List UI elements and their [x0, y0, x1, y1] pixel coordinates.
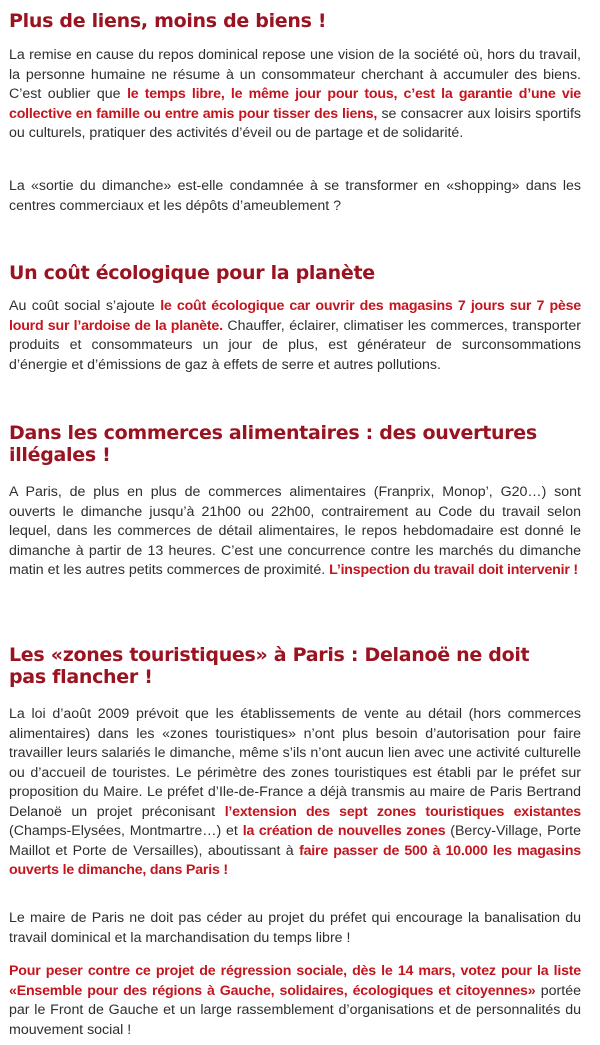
body-text: (Bercy-Village, Porte Maillot et Porte de Versailles), aboutissant à [9, 823, 581, 859]
highlighted-text: Pour peser contre ce projet de régression sociale, dès le 14 mars, votez pour la liste «Ensemble pour des régions à Gauche, solidaires, écologiques et citoyennes» [9, 963, 581, 999]
highlighted-text: l’extension des sept zones touristiques existantes [224, 803, 581, 820]
section-paragraph [9, 46, 581, 144]
body-text: La «sortie du dimanche» est-elle condamnée à se transformer en «shopping» dans les centres commerciaux et les dépôts d’ameublement ? [9, 178, 581, 214]
section-paragraph [9, 705, 581, 881]
body-text: Au coût social s’ajoute [9, 298, 161, 314]
body-text: portée par le Front de Gauche et un large rassemblement d’organisations et de personnalités du mouvement social ! [9, 982, 581, 1038]
section-paragraph [9, 909, 581, 948]
section-title-commerces: Dans les commerces alimentaires : des ouvertures illégales ! [9, 422, 537, 466]
section-paragraph [9, 297, 581, 375]
body-text: Le maire de Paris ne doit pas céder au projet du préfet qui encourage la banalisation du travail dominical et la marchandisation du temps libre ! [9, 910, 581, 946]
highlighted-text: le coût écologique car ouvrir des magasins 7 jours sur 7 pèse lourd sur l’ardoise de la planète. [9, 298, 581, 334]
body-text: La remise en cause du repos dominical repose une vision de la société où, hors du travail, la personne humaine ne résume à un consommateur cherchant à accumuler des biens. C’est oublier que [9, 47, 581, 102]
body-text: (Champs-Elysées, Montmartre…) et [9, 823, 243, 839]
section-title-ecologie: Un coût écologique pour la planète [9, 262, 375, 284]
body-text: Chauffer, éclairer, climatiser les commerces, transporter produits et consommateurs un jour de plus, est générateur de surconsommations d’énergie et d’émissions de gaz à effets de serre et autres pollutions. [9, 317, 581, 373]
highlighted-text: la création de nouvelles zones [242, 823, 446, 839]
body-text: A Paris, de plus en plus de commerces alimentaires (Franprix, Monop’, G20…) sont ouverts le dimanche jusqu’à 21h00 ou 22h00, contrairement au Code du travail selon lequel, dans les commerces de détail alimentaires, le repos hebdomadaire est donné le dimanche à partir de 13 heures. C’est une concurrence contre les marchés du dimanche matin et les autres petits commerces de proximité. [9, 484, 581, 578]
highlighted-text: L’inspection du travail doit intervenir ! [329, 562, 578, 578]
section-paragraph [9, 177, 581, 216]
section-paragraph [9, 962, 581, 1040]
section-title-liens: Plus de liens, moins de biens ! [9, 10, 327, 32]
section-title-zones: Les «zones touristiques» à Paris : Delanoë ne doit pas flancher ! [9, 644, 530, 688]
section-paragraph [9, 483, 581, 581]
body-text: La loi d’août 2009 prévoit que les établissements de vente au détail (hors commerces alimentaires) dans les «zones touristiques» n’ont plus besoin d’autorisation pour faire travailler leurs salariés le dimanche, même s’ils n’ont aucun lien avec une activité culturelle ou d’accueil de touristes. Le périmètre des zones touristiques est établi par le préfet sur proposition du Maire. Le préfet d’Ile-de-France a déjà transmis au maire de Paris Bertrand Delanoë un projet préconisant [9, 706, 581, 820]
highlighted-text: faire passer de 500 à 10.000 les magasins ouverts le dimanche, dans Paris ! [9, 842, 581, 878]
body-text: se consacrer aux loisirs sportifs ou culturels, pratiquer des activités d’éveil ou de partage et de solidarité. [9, 105, 581, 141]
highlighted-text: le temps libre, le même jour pour tous, c’est la garantie d’une vie collective en famille ou entre amis pour tisser des liens, [9, 86, 581, 122]
